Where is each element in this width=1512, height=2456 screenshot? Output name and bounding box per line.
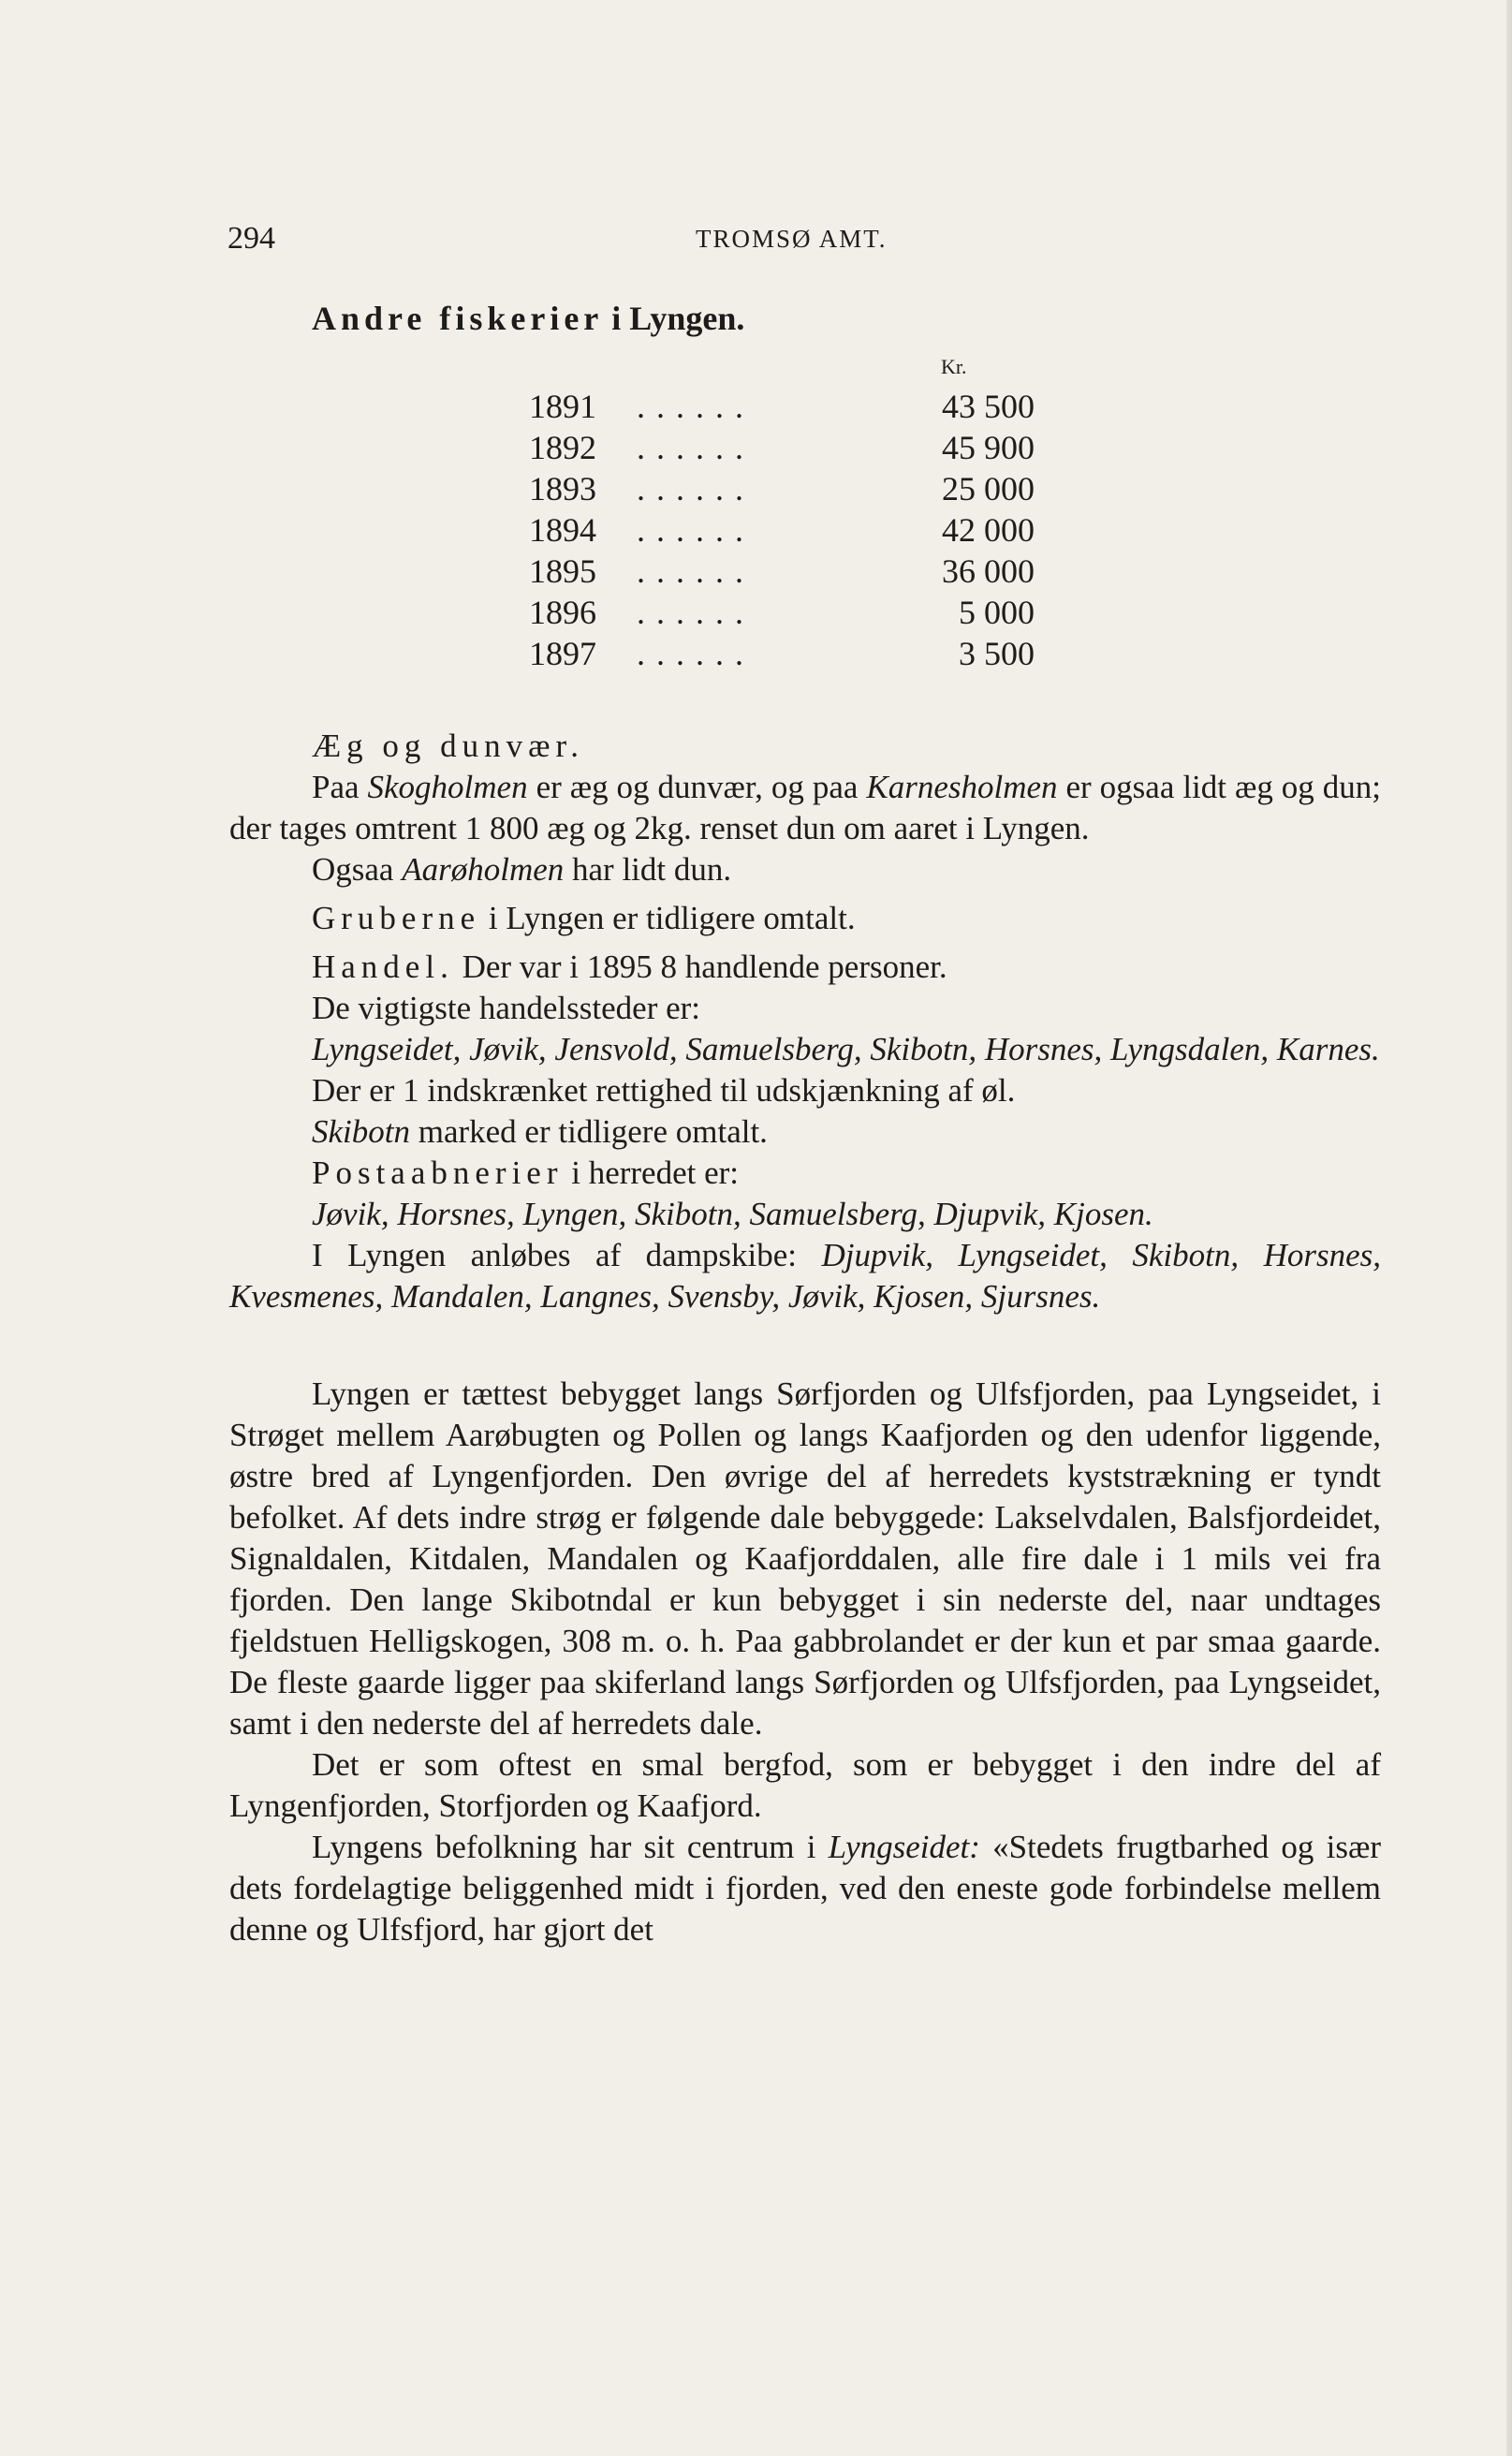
text-run: marked er tidligere omtalt. <box>409 1113 768 1150</box>
eggs-paragraph-2 <box>229 849 1381 890</box>
table-leader-dots: ...... <box>637 470 755 507</box>
population-paragraph <box>229 1827 1381 1950</box>
eggs-heading: Æg og dunvær. <box>312 728 584 764</box>
table-amount: 45 900 <box>942 429 1035 466</box>
text-run: er ogsaa lidt æg og dun; der tages omtrent 1 800 æg og 2kg. renset dun om aaret i Lyngen. <box>229 769 1381 846</box>
table-year: 1896 <box>529 594 596 631</box>
table-row <box>529 427 1184 468</box>
spaced-heading: Gruberne <box>312 900 481 936</box>
eggs-paragraph <box>229 767 1381 849</box>
place-list: Djupvik, Lyngseidet, Skibotn, Horsnes, Kvesmenes, Mandalen, Langnes, Svensby, Jøvik, Kjosen, Sjursnes. <box>229 1237 1382 1315</box>
text-run: «Stedets frugtbarhed og især dets fordelagtige beliggenhed midt i fjorden, ved den eneste gode forbindelse mellem denne og Ulfsfjord, har gjort det <box>229 1829 1381 1948</box>
trade-paragraph-2: De vigtigste handelssteder er: <box>312 990 701 1026</box>
page-body <box>229 298 1381 1950</box>
text-run: i herredet er: <box>563 1154 740 1191</box>
section-title-rest: i Lyngen. <box>603 300 745 337</box>
page-edge <box>1506 0 1512 2456</box>
table-row <box>529 509 1184 551</box>
table-year: 1892 <box>529 429 596 466</box>
text-run: har lidt dun. <box>564 851 732 888</box>
section-title <box>229 298 1381 339</box>
table-unit: Kr. <box>941 355 967 378</box>
table-leader-dots: ...... <box>637 429 755 466</box>
settlement-paragraph: Lyngen er tættest bebygget langs Sørfjorden og Ulfsfjorden, paa Lyngseidet, i Strøget mellem Aarøbugten og Pollen og langs Kaafjorden og den udenfor liggende, østre bred af Lyngenfjorden. Den øvrige del af herredets kyststrækning er tyndt befolket. Af dets indre strøg er følgende dale bebyggede: Lakselvdalen, Balsfjordeidet, Signaldalen, Kitdalen, Mandalen og Kaafjorddalen, alle fire dale i 1 mils vei fra fjorden. Den lange Skibotndal er kun bebygget i sin nederste del, naar undtages fjeldstuen Helligskogen, 308 m. o. h. Paa gabbrolandet er der kun et par smaa gaarde. De fleste gaarde ligger paa skiferland langs Sørfjorden og Ulfsfjorden, paa Lyngseidet, samt i den nederste del af herredets dale. <box>229 1375 1381 1742</box>
text-run: i Lyngen er tidligere omtalt. <box>480 900 856 936</box>
page-header <box>228 221 930 268</box>
mines-paragraph <box>229 898 1381 939</box>
table-amount: 42 000 <box>942 511 1035 549</box>
post-places <box>229 1194 1381 1235</box>
text-run: er æg og dunvær, og paa <box>527 769 867 805</box>
table-amount: 25 000 <box>942 470 1035 507</box>
table-amount: 36 000 <box>942 552 1035 590</box>
table-year: 1891 <box>529 388 596 425</box>
place-name: Skogholmen <box>367 769 528 805</box>
settlement-paragraph-2: Det er som oftest en smal bergfod, som er bebygget i den indre del af Lyngenfjorden, Storfjorden og Kaafjord. <box>229 1746 1381 1824</box>
table-leader-dots: ...... <box>637 552 755 590</box>
table-amount: 5 000 <box>959 594 1035 631</box>
table-year: 1893 <box>529 470 596 507</box>
post-paragraph <box>229 1153 1381 1194</box>
table-year: 1897 <box>529 635 596 672</box>
table-leader-dots: ...... <box>637 635 755 672</box>
trade-paragraph-5 <box>229 1111 1381 1153</box>
text-run: Lyngens befolkning har sit centrum i <box>312 1829 829 1865</box>
steamer-paragraph <box>229 1235 1381 1317</box>
trade-paragraph-4: Der er 1 indskrænket rettighed til udskjænkning af øl. <box>312 1072 1016 1109</box>
table-row <box>529 633 1184 674</box>
table-year: 1895 <box>529 552 596 590</box>
page-number: 294 <box>228 221 275 256</box>
table-row <box>529 386 1184 427</box>
table-amount: 43 500 <box>942 388 1035 425</box>
place-list: Lyngseidet, Jøvik, Jensvold, Samuelsberg, Skibotn, Horsnes, Lyngsdalen, Karnes. <box>312 1031 1380 1067</box>
text-run: Ogsaa <box>312 851 403 888</box>
table-leader-dots: ...... <box>637 388 755 425</box>
table-leader-dots: ...... <box>637 594 755 631</box>
place-name: Lyngseidet: <box>828 1829 980 1865</box>
table-row <box>529 551 1184 592</box>
table-row <box>529 592 1184 633</box>
section-title-spaced: Andre fiskerier <box>312 300 604 337</box>
text-run: Paa <box>312 769 368 805</box>
trade-places <box>229 1029 1381 1070</box>
place-name: Karnesholmen <box>866 769 1058 805</box>
table-year: 1894 <box>529 511 596 549</box>
place-list: Jøvik, Horsnes, Lyngen, Skibotn, Samuelsberg, Djupvik, Kjosen. <box>312 1196 1153 1232</box>
catch-table <box>529 355 1184 674</box>
trade-paragraph <box>229 947 1381 988</box>
table-row <box>529 468 1184 509</box>
table-leader-dots: ...... <box>637 511 755 549</box>
text-run: I Lyngen anløbes af dampskibe: <box>312 1237 822 1273</box>
spaced-heading: Postaabnerier <box>312 1154 564 1191</box>
table-amount: 3 500 <box>959 635 1035 672</box>
place-name: Skibotn <box>312 1113 410 1150</box>
spaced-heading: Handel. <box>312 949 454 985</box>
running-head: TROMSØ AMT. <box>696 225 888 253</box>
place-name: Aarøholmen <box>402 851 565 888</box>
text-run: Der var i 1895 8 handlende personer. <box>453 949 947 985</box>
